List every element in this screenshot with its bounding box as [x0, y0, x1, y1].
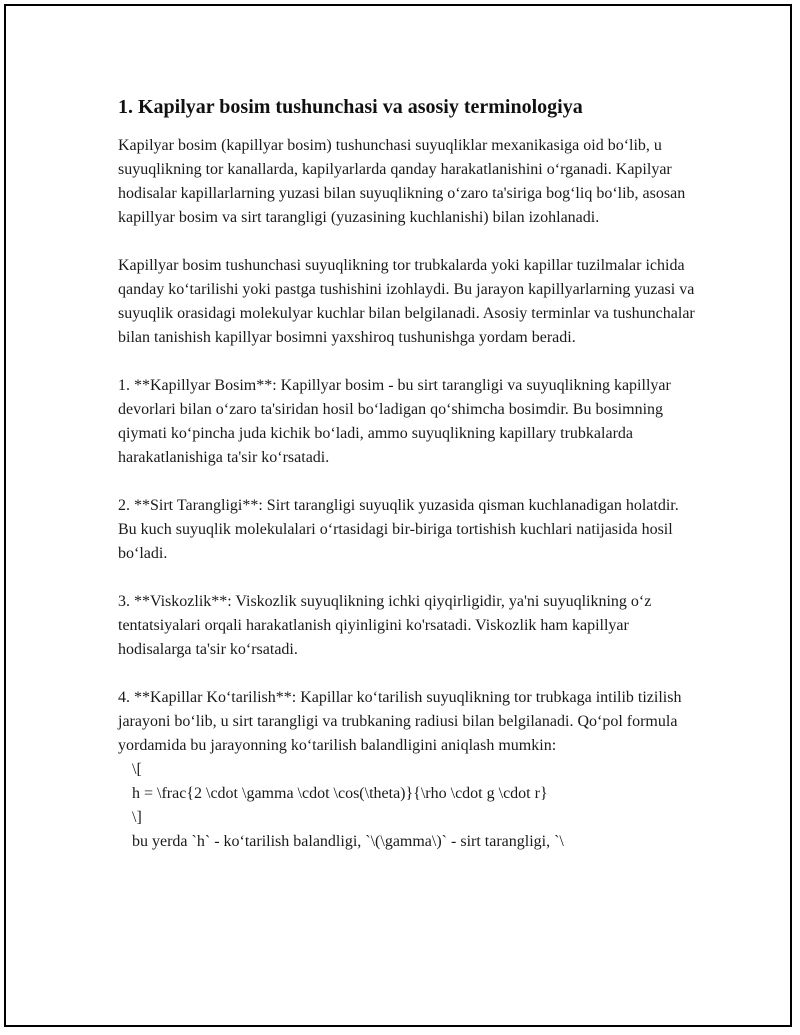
paragraph-term-capillary-pressure: 1. **Kapillyar Bosim**: Kapillyar bosim - bu sirt tarangligi va suyuqlikning kapillyar devorlari bilan o‘zaro ta'siridan hosil bo‘ladigan qo‘shimcha bosimdir. Bu bosimning qiymati ko‘pincha juda kichik bo‘ladi, ammo suyuqlikning kapillary trubkalarda harakatlanishiga ta'sir ko‘rsatadi.	[118, 377, 671, 466]
document-body	[118, 94, 698, 854]
formula-explanation: bu yerda `h` - ko‘tarilish balandligi, `\(\gamma\)` - sirt tarangligi, `\	[132, 833, 564, 850]
paragraph-overview: Kapillyar bosim tushunchasi suyuqlikning tor trubkalarda yoki kapillar tuzilmalar ichida qanday ko‘tarilishi yoki pastga tushishini izohlaydi. Bu jarayon kapillyarlarning yuzasi va suyuqlik orasidagi molekulyar kuchlar bilan belgilanadi. Asosiy terminlar va tushunchalar bilan tanishish kapillyar bosimni yaxshiroq tushunishga yordam beradi.	[118, 257, 695, 346]
paragraph-term-viscosity: 3. **Viskozlik**: Viskozlik suyuqlikning ichki qiyqirligidir, ya'ni suyuqlikning o‘z tentatsiyalari orqali harakatlanish qiyinligini ko'rsatadi. Viskozlik ham kapillyar hodisalarga ta'sir ko‘rsatadi.	[118, 593, 652, 658]
formula-close: \]	[132, 809, 142, 826]
section-heading: 1. Kapilyar bosim tushunchasi va asosiy terminologiya	[118, 96, 583, 118]
formula-open: \[	[132, 761, 142, 778]
paragraph-intro: Kapilyar bosim (kapillyar bosim) tushunchasi suyuqliklar mexanikasiga oid bo‘lib, u suyuqlikning tor kanallarda, kapilyarlarda qanday harakatlanishini o‘rganadi. Kapilyar hodisalar kapillarlarning yuzasi bilan suyuqlikning o‘zaro ta'siriga bog‘liq bo‘lib, asosan kapillyar bosim va sirt tarangligi (yuzasining kuchlanishi) bilan izohlanadi.	[118, 137, 686, 226]
paragraph-term-capillary-rise: 4. **Kapillar Ko‘tarilish**: Kapillar ko‘tarilish suyuqlikning tor trubkaga intilib tizilish jarayoni bo‘lib, u sirt tarangligi va trubkaning radiusi bilan belgilanadi. Qo‘pol formula yordamida bu jarayonning ko‘tarilish balandligini aniqlash mumkin:	[118, 689, 682, 754]
formula-expression: h = \frac{2 \cdot \gamma \cdot \cos(\theta)}{\rho \cdot g \cdot r}	[132, 785, 548, 802]
paragraph-term-surface-tension: 2. **Sirt Tarangligi**: Sirt tarangligi suyuqlik yuzasida qisman kuchlanadigan holatdir. Bu kuch suyuqlik molekulalari o‘rtasidagi bir-biriga tortishish kuchlari natijasida hosil bo‘ladi.	[118, 497, 679, 562]
